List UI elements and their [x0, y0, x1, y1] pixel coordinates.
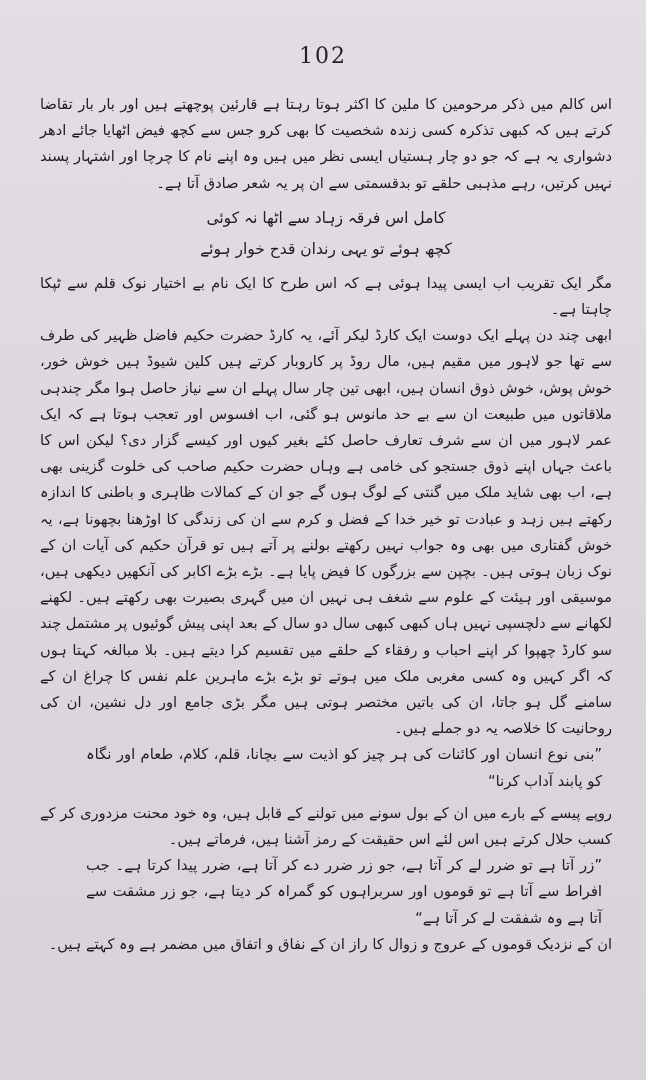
paragraph-hakeem: ابھی چند دن پہلے ایک دوست ایک کارڈ لیکر آئے، یہ کارڈ حضرت حکیم فاضل ظہیر کی طرف سے تھا جو لاہور میں مقیم ہیں، مال روڈ پر کاروبار کرتے ہیں کلین شیوڈ ہیں خوش خور، خوش پوش، خوش ذوق انسان ہیں، ابھی تین چار سال پہلے ان سے نیاز حاصل ہوا مگر چندہی ملاقاتوں میں طبیعت ان سے بے حد مانوس ہو گئی، اب افسوس اور تعجب ہوتا ہے کہ ایک عمر لاہور میں ان سے شرف تعارف حاصل کئے بغیر کیوں اور کیسے گزار دی؟ لیکن اس کا باعث جہاں اپنے ذوق جستجو کی خامی ہے وہاں حضرت حکیم صاحب کی خلوت گزینی بھی ہے، اب بھی شاید ملک میں گنتی کے لوگ ہوں گے جو ان کے کمالات ظاہری و باطنی کا اندازہ رکھتے ہیں زہد و عبادت تو خیر خدا کے فضل و کرم سے ان کی زندگی کا اوڑھنا بچھونا ہے، یہ خوش گفتاری میں بھی وہ جواب نہیں رکھتے بولنے پر آتے ہیں تو قرآن حکیم کی آیات ان کے نوک زبان ہوتی ہیں۔ بچپن سے بزرگوں کا فیض پایا ہے۔ بڑے بڑے اکابر کی آنکھیں دیکھی ہیں، موسیقی اور ہیئت کے علوم سے شغف ہی نہیں ان میں گہری بصیرت بھی رکھتے ہیں۔ لکھنے لکھانے سے دلچسپی نہیں ہاں کبھی کبھی سال دو سال کے بعد اپنی پیش گوئیوں پر مشتمل چند سو کارڈ چھپوا کر اپنے احباب و رفقاء کے حلقے میں تقسیم کرا دیتے ہیں۔ بلا مبالغہ کہتا ہوں کہ اگر کہیں وہ کسی مغربی ملک میں ہوتے تو بڑے بڑے ماہرین علم نفس کا چراغ ان کے سامنے گل ہو جاتا، ان کی باتیں مختصر ہوتی ہیں مگر بڑی جامع اور دل نشین، ان کی روحانیت کا خلاصہ یہ دو جملے ہیں۔ [40, 327, 612, 738]
verse-line-1: کامل اس فرقہ زہاد سے اٹھا نہ کوئی [206, 208, 446, 227]
paragraph-intro: اس کالم میں ذکر مرحومین کا ملین کا اکثر ہوتا رہتا ہے قارئین پوچھتے ہیں اور بار بار تقاضا کرتے ہیں کہ کبھی تذکرہ کسی زندہ شخصیت کا بھی کرو جس سے کچھ فیض اٹھایا جائے ادھر دشواری یہ ہے کہ جو دو چار ہستیاں ایسی نظر میں ہیں وہ اپنے نام کا چرچا اور اشتہار پسند نہیں کرتیں، رہے مذہبی حلقے تو بدقسمتی سے ان پر یہ شعر صادق آتا ہے۔ [40, 96, 612, 192]
paragraph-money: روپے پیسے کے بارے میں ان کے بول سونے میں تولنے کے قابل ہیں، وہ خود محنت مزدوری کر کے کسب حلال کرتے ہیں اس لئے اس حقیقت کے رمز آشنا ہیں، فرماتے ہیں۔ [40, 804, 612, 849]
quote-spirituality: ”بنی نوع انسان اور کائنات کی ہر چیز کو اذیت سے بچانا، قلم، کلام، طعام اور نگاہ کو پابند آداب کرنا“ [86, 746, 602, 790]
body-text [40, 92, 612, 1040]
paragraph-nations: ان کے نزدیک قوموں کے عروج و زوال کا راز ان کے نفاق و اتفاق میں مضمر ہے وہ کہتے ہیں۔ [48, 935, 612, 953]
quote-wealth: ”زر آتا ہے تو ضرر لے کر آتا ہے، جو زر ضرر دے کر آتا ہے، ضرر پیدا کرتا ہے۔ جب افراط سے آتا ہے تو قوموں اور سربراہوں کو گمراہ کر دیتا ہے، جو زر مشقت سے آتا ہے وہ شفقت لے کر آتا ہے“ [86, 857, 602, 927]
verse-line-2: کچھ ہوئے تو یہی رندان قدح خوار ہوئے [200, 239, 452, 258]
page-number: 102 [299, 44, 347, 69]
paragraph-occasion: مگر ایک تقریب اب ایسی پیدا ہوئی ہے کہ اس طرح کا ایک نام بے اختیار نوک قلم سے ٹپکا چاہتا ہے۔ [40, 274, 612, 319]
